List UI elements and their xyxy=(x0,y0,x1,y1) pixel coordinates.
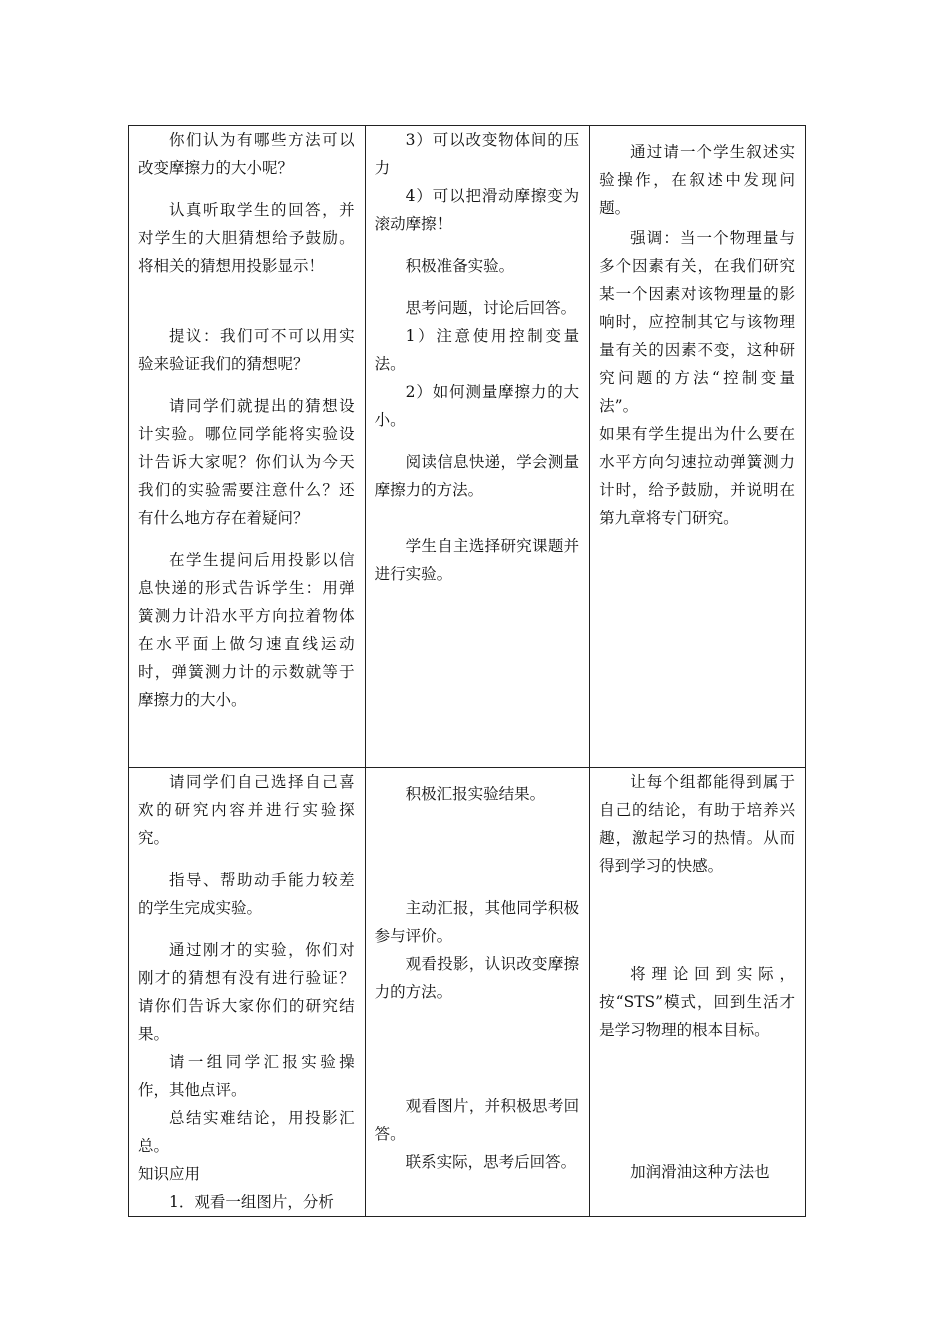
paragraph: 联系实际，思考后回答。 xyxy=(405,1153,577,1171)
table-row xyxy=(129,768,806,1217)
paragraph: 强调：当一个物理量与多个因素有关，在我们研究某一个因素对该物理量的影响时，应控制其它与该物理量有关的因素不变，这种研究问题的方法“控制变量法”。 xyxy=(599,229,795,415)
paragraph: 观看投影，认识改变摩擦力的方法。 xyxy=(374,955,580,1001)
table-row xyxy=(129,126,806,768)
teacher-activity-cell xyxy=(129,126,366,768)
paragraph: 3）可以改变物体间的压力 xyxy=(374,131,580,177)
paragraph: 1．观看一组图片，分析 xyxy=(169,1193,334,1211)
paragraph: 认真听取学生的回答，并对学生的大胆猜想给予鼓励。将相关的猜想用投影显示！ xyxy=(138,201,355,275)
paragraph: 通过请一个学生叙述实验操作，在叙述中发现问题。 xyxy=(599,143,795,217)
paragraph: 积极汇报实验结果。 xyxy=(405,785,546,803)
student-activity-cell xyxy=(365,126,590,768)
paragraph: 你们认为有哪些方法可以改变摩擦力的大小呢？ xyxy=(138,131,355,177)
paragraph: 提议：我们可不可以用实验来验证我们的猜想呢？ xyxy=(138,327,355,373)
paragraph: 观看图片，并积极思考回答。 xyxy=(374,1097,580,1143)
paragraph: 请同学们就提出的猜想设计实验。哪位同学能将实验设计告诉大家呢？你们认为今天我们的实验需要注意什么？还有什么地方存在着疑问？ xyxy=(138,397,355,527)
paragraph: 请同学们自己选择自己喜欢的研究内容并进行实验探究。 xyxy=(138,773,355,847)
paragraph: 主动汇报，其他同学积极参与评价。 xyxy=(374,899,580,945)
design-intent-cell xyxy=(590,126,806,768)
paragraph: 在学生提问后用投影以信息快递的形式告诉学生：用弹簧测力计沿水平方向拉着物体在水平面上做匀速直线运动时，弹簧测力计的示数就等于摩擦力的大小。 xyxy=(138,551,355,709)
paragraph: 将理论回到实际，按“STS”模式，回到生活才是学习物理的根本目标。 xyxy=(599,965,795,1039)
paragraph: 积极准备实验。 xyxy=(405,257,515,275)
paragraph: 如果有学生提出为什么要在水平方向匀速拉动弹簧测力计时，给予鼓励，并说明在第九章将专门研究。 xyxy=(599,425,795,527)
paragraph: 知识应用 xyxy=(138,1165,201,1183)
lesson-plan-table xyxy=(128,125,806,1217)
paragraph: 加润滑油这种方法也 xyxy=(630,1163,770,1181)
paragraph: 让每个组都能得到属于自己的结论，有助于培养兴趣，激起学习的热情。从而得到学习的快感。 xyxy=(599,773,795,875)
paragraph: 2）如何测量摩擦力的大小。 xyxy=(374,383,580,429)
paragraph: 1）注意使用控制变量法。 xyxy=(374,327,580,373)
paragraph: 4）可以把滑动摩擦变为滚动摩擦！ xyxy=(374,187,580,233)
paragraph: 通过刚才的实验，你们对刚才的猜想有没有进行验证？请你们告诉大家你们的研究结果。 xyxy=(138,941,355,1043)
design-intent-cell xyxy=(590,768,806,1217)
paragraph: 总结实难结论，用投影汇总。 xyxy=(138,1109,355,1155)
paragraph: 请一组同学汇报实验操作，其他点评。 xyxy=(138,1053,355,1099)
student-activity-cell xyxy=(365,768,590,1217)
paragraph: 思考问题，讨论后回答。 xyxy=(405,299,577,317)
paragraph: 指导、帮助动手能力较差的学生完成实验。 xyxy=(138,871,355,917)
paragraph: 学生自主选择研究课题并进行实验。 xyxy=(374,537,580,583)
paragraph: 阅读信息快递，学会测量摩擦力的方法。 xyxy=(374,453,580,499)
teacher-activity-cell xyxy=(129,768,366,1217)
